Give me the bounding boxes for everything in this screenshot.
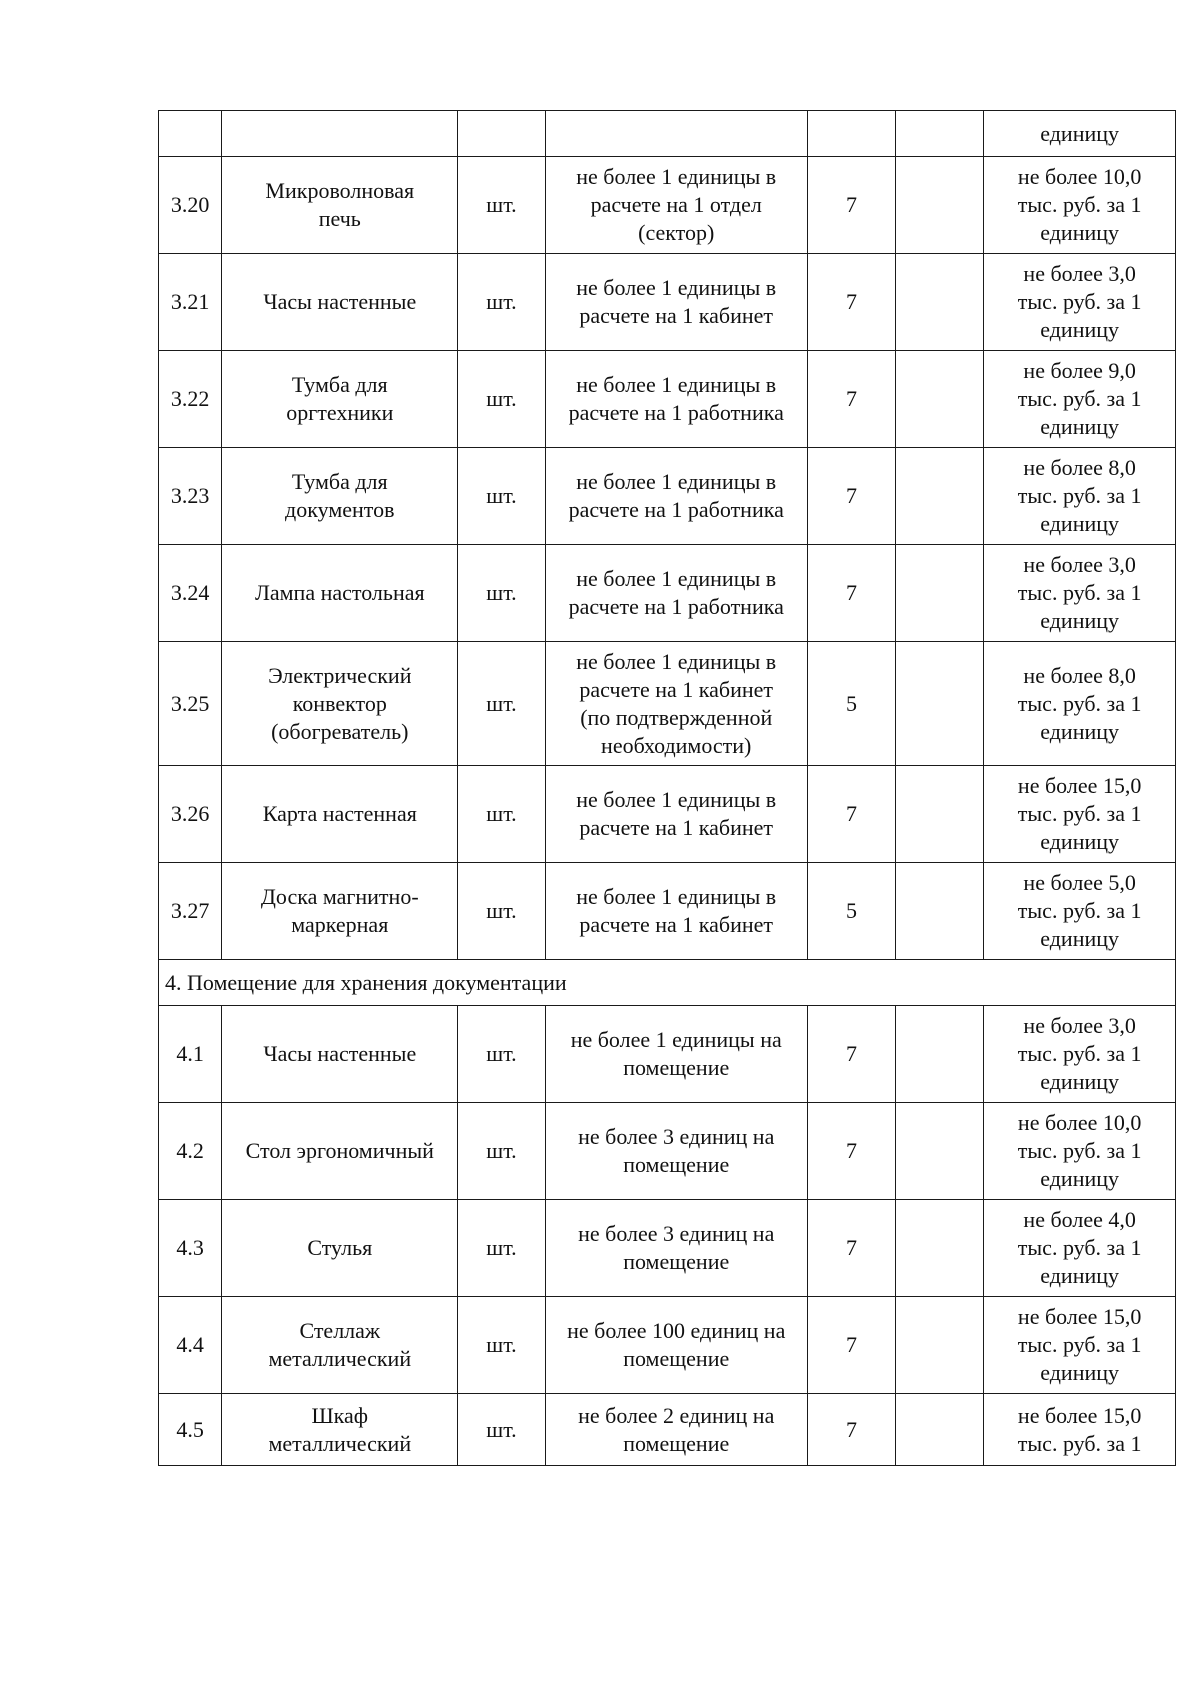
cell-quantity: не более 100 единиц на помещение (545, 1297, 807, 1394)
cell-unit (458, 111, 545, 157)
cell-years: 7 (807, 766, 895, 863)
cell-num: 4.4 (159, 1297, 222, 1394)
cell-years: 7 (807, 1103, 895, 1200)
cell-price: единицу (984, 111, 1176, 157)
cell-price: не более 5,0 тыс. руб. за 1 единицу (984, 863, 1176, 960)
cell-price: не более 9,0 тыс. руб. за 1 единицу (984, 351, 1176, 448)
cell-years: 7 (807, 1297, 895, 1394)
cell-price: не более 3,0 тыс. руб. за 1 единицу (984, 254, 1176, 351)
cell-quantity: не более 1 единицы на помещение (545, 1006, 807, 1103)
table-row (159, 863, 1176, 960)
cell-extra (896, 157, 984, 254)
table-row (159, 351, 1176, 448)
cell-price: не более 3,0 тыс. руб. за 1 единицу (984, 545, 1176, 642)
cell-quantity: не более 3 единиц на помещение (545, 1103, 807, 1200)
cell-quantity: не более 1 единицы в расчете на 1 кабинет (545, 254, 807, 351)
cell-extra (896, 766, 984, 863)
cell-price: не более 15,0 тыс. руб. за 1 (984, 1394, 1176, 1466)
table-row (159, 254, 1176, 351)
table-row (159, 1006, 1176, 1103)
cell-num: 4.3 (159, 1200, 222, 1297)
cell-years: 7 (807, 1394, 895, 1466)
table-row (159, 1297, 1176, 1394)
cell-years: 7 (807, 1200, 895, 1297)
table-row (159, 766, 1176, 863)
cell-quantity: не более 1 единицы в расчете на 1 работника (545, 448, 807, 545)
cell-name (222, 111, 458, 157)
cell-unit: шт. (458, 642, 545, 766)
table-row (159, 448, 1176, 545)
cell-price: не более 8,0 тыс. руб. за 1 единицу (984, 448, 1176, 545)
cell-quantity: не более 1 единицы в расчете на 1 кабинет (545, 766, 807, 863)
cell-extra (896, 1103, 984, 1200)
cell-name: Электрический конвектор (обогреватель) (222, 642, 458, 766)
cell-name: Часы настенные (222, 1006, 458, 1103)
table-row (159, 545, 1176, 642)
cell-unit: шт. (458, 545, 545, 642)
cell-quantity: не более 1 единицы в расчете на 1 кабинет (545, 863, 807, 960)
cell-quantity: не более 1 единицы в расчете на 1 отдел (сектор) (545, 157, 807, 254)
cell-extra (896, 545, 984, 642)
cell-quantity: не более 1 единицы в расчете на 1 кабинет (по подтвержденной необходимости) (545, 642, 807, 766)
cell-price: не более 4,0 тыс. руб. за 1 единицу (984, 1200, 1176, 1297)
cell-unit: шт. (458, 863, 545, 960)
cell-name: Тумба для документов (222, 448, 458, 545)
cell-extra (896, 1200, 984, 1297)
cell-name: Шкаф металлический (222, 1394, 458, 1466)
cell-price: не более 15,0 тыс. руб. за 1 единицу (984, 766, 1176, 863)
cell-years: 7 (807, 157, 895, 254)
cell-extra (896, 254, 984, 351)
cell-num: 4.2 (159, 1103, 222, 1200)
cell-num: 3.24 (159, 545, 222, 642)
cell-price: не более 3,0 тыс. руб. за 1 единицу (984, 1006, 1176, 1103)
cell-price: не более 8,0 тыс. руб. за 1 единицу (984, 642, 1176, 766)
cell-name: Тумба для оргтехники (222, 351, 458, 448)
table-row (159, 642, 1176, 766)
cell-unit: шт. (458, 157, 545, 254)
cell-name: Часы настенные (222, 254, 458, 351)
norms-table (158, 110, 1176, 1466)
table-row (159, 1103, 1176, 1200)
cell-name: Карта настенная (222, 766, 458, 863)
cell-quantity: не более 2 единиц на помещение (545, 1394, 807, 1466)
cell-years: 7 (807, 351, 895, 448)
cell-years: 7 (807, 254, 895, 351)
cell-num: 3.26 (159, 766, 222, 863)
cell-quantity: не более 1 единицы в расчете на 1 работника (545, 545, 807, 642)
cell-unit: шт. (458, 1103, 545, 1200)
table-row (159, 1200, 1176, 1297)
cell-extra (896, 1394, 984, 1466)
cell-extra (896, 1006, 984, 1103)
cell-extra (896, 642, 984, 766)
cell-price: не более 10,0 тыс. руб. за 1 единицу (984, 157, 1176, 254)
cell-years (807, 111, 895, 157)
cell-years: 5 (807, 642, 895, 766)
cell-extra (896, 863, 984, 960)
cell-extra (896, 111, 984, 157)
cell-unit: шт. (458, 448, 545, 545)
table-row (159, 1394, 1176, 1466)
cell-years: 7 (807, 448, 895, 545)
cell-unit: шт. (458, 254, 545, 351)
cell-unit: шт. (458, 766, 545, 863)
cell-unit: шт. (458, 1297, 545, 1394)
cell-quantity (545, 111, 807, 157)
cell-num: 4.1 (159, 1006, 222, 1103)
section-header-row (159, 960, 1176, 1006)
cell-years: 7 (807, 545, 895, 642)
cell-extra (896, 448, 984, 545)
cell-name: Лампа настольная (222, 545, 458, 642)
cell-num: 3.20 (159, 157, 222, 254)
section-title: 4. Помещение для хранения документации (159, 960, 1176, 1006)
cell-extra (896, 351, 984, 448)
cell-name: Стулья (222, 1200, 458, 1297)
cell-name: Стол эргономичный (222, 1103, 458, 1200)
cell-unit: шт. (458, 1006, 545, 1103)
cell-num: 3.21 (159, 254, 222, 351)
cell-price: не более 10,0 тыс. руб. за 1 единицу (984, 1103, 1176, 1200)
cell-num: 3.22 (159, 351, 222, 448)
table-row (159, 157, 1176, 254)
cell-quantity: не более 1 единицы в расчете на 1 работника (545, 351, 807, 448)
continuation-row (159, 111, 1176, 157)
cell-years: 5 (807, 863, 895, 960)
cell-unit: шт. (458, 351, 545, 448)
cell-num (159, 111, 222, 157)
cell-unit: шт. (458, 1200, 545, 1297)
cell-price: не более 15,0 тыс. руб. за 1 единицу (984, 1297, 1176, 1394)
cell-years: 7 (807, 1006, 895, 1103)
cell-unit: шт. (458, 1394, 545, 1466)
cell-num: 4.5 (159, 1394, 222, 1466)
cell-num: 3.23 (159, 448, 222, 545)
cell-quantity: не более 3 единиц на помещение (545, 1200, 807, 1297)
cell-name: Доска магнитно- маркерная (222, 863, 458, 960)
cell-extra (896, 1297, 984, 1394)
cell-num: 3.27 (159, 863, 222, 960)
cell-name: Стеллаж металлический (222, 1297, 458, 1394)
cell-name: Микроволновая печь (222, 157, 458, 254)
cell-num: 3.25 (159, 642, 222, 766)
